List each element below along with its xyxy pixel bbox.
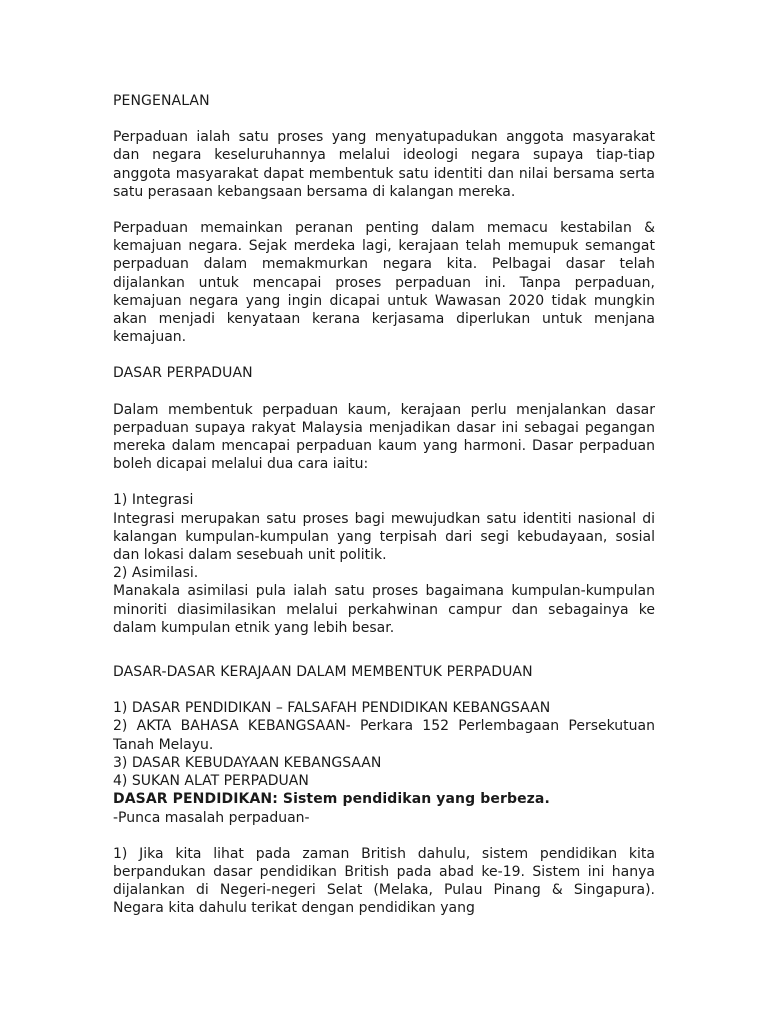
heading-pengenalan: PENGENALAN	[113, 93, 210, 109]
heading-dasar-kerajaan: DASAR-DASAR KERAJAAN DALAM MEMBENTUK PERPADUAN	[113, 664, 533, 681]
intro-paragraph-1: Perpaduan ialah satu proses yang menyatupadukan anggota masyarakat dan negara keseluruhannya melalui ideologi negara supaya tiap-tiap anggota masyarakat dapat membentuk satu identiti dan nilai bersama serta satu perasaan kebangsaan bersama di kalangan mereka.	[113, 129, 655, 200]
policy-list-item-3: 3) DASAR KEBUDAYAAN KEBANGSAAN	[113, 754, 382, 771]
asimilasi-title: 2) Asimilasi.	[113, 565, 199, 582]
integrasi-title: 1) Integrasi	[113, 492, 194, 509]
document-page	[113, 92, 655, 918]
asimilasi-text: Manakala asimilasi pula ialah satu proses bagaimana kumpulan-kumpulan minoriti diasimilasikan melalui perkahwinan campur dan sebagainya ke dalam kumpulan etnik yang lebih besar.	[113, 583, 655, 636]
dasar-paragraph-1: Dalam membentuk perpaduan kaum, kerajaan perlu menjalankan dasar perpaduan supaya rakyat Malaysia menjadikan dasar ini sebagai pegangan mereka dalam mencapai perpaduan kaum yang harmoni. Dasar perpaduan boleh dicapai melalui dua cara iaitu:	[113, 401, 655, 473]
punca-masalah-label: -Punca masalah perpaduan-	[113, 809, 310, 826]
subheading-dasar-pendidikan: DASAR PENDIDIKAN: Sistem pendidikan yang berbeza.	[113, 791, 550, 808]
heading-dasar-perpaduan: DASAR PERPADUAN	[113, 365, 253, 382]
policy-list-item-4: 4) SUKAN ALAT PERPADUAN	[113, 773, 309, 790]
policy-list-item-2: 2) AKTA BAHASA KEBANGSAAN- Perkara 152 Perlembagaan Persekutuan Tanah Melayu.	[113, 718, 655, 753]
policy-list-item-1: 1) DASAR PENDIDIKAN – FALSAFAH PENDIDIKAN KEBANGSAAN	[113, 700, 551, 717]
intro-paragraph-2: Perpaduan memainkan peranan penting dalam memacu kestabilan & kemajuan negara. Sejak merdeka lagi, kerajaan telah memupuk semangat perpaduan dalam memakmurkan negara kita. Pelbagai dasar telah dijalankan untuk mencapai proses perpaduan ini. Tanpa perpaduan, kemajuan negara yang ingin dicapai untuk Wawasan 2020 tidak mungkin akan menjadi kenyataan kerana kerjasama diperlukan untuk menjana kemajuan.	[113, 220, 655, 346]
integrasi-text: Integrasi merupakan satu proses bagi mewujudkan satu identiti nasional di kalangan kumpulan-kumpulan yang terpisah dari segi kebudayaan, sosial dan lokasi dalam sesebuah unit politik.	[113, 510, 655, 564]
pendidikan-paragraph-1: 1) Jika kita lihat pada zaman British dahulu, sistem pendidikan kita berpandukan dasar pendidikan British pada abad ke-19. Sistem ini hanya dijalankan di Negeri-negeri Selat (Melaka, Pulau Pinang & Singapura). Negara kita dahulu terikat dengan pendidikan yang	[113, 845, 655, 917]
